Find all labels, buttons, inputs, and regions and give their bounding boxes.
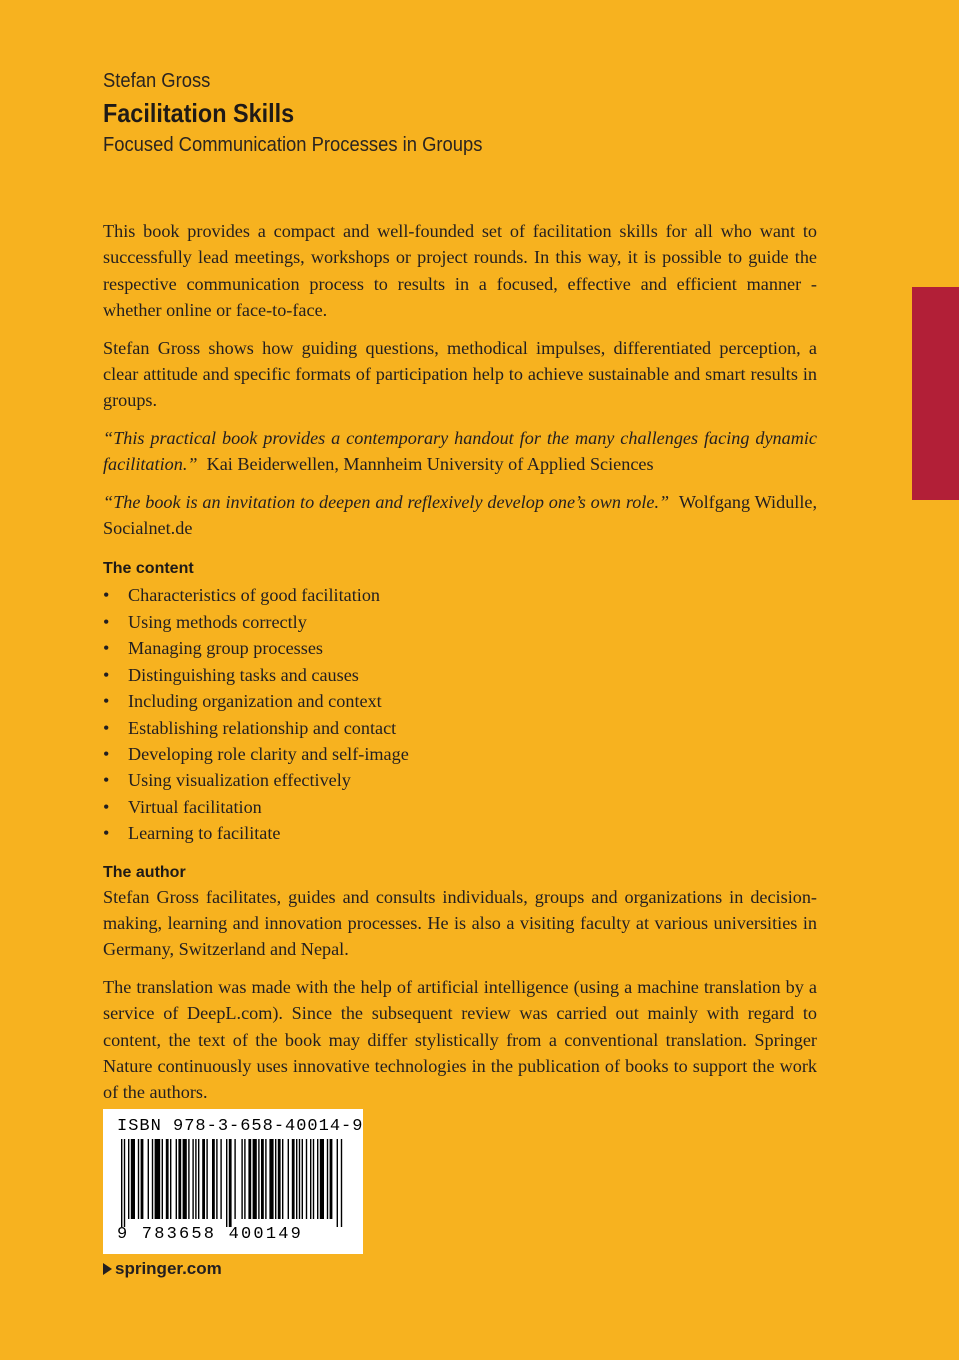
- bullet-icon: •: [103, 823, 110, 844]
- list-item: [103, 767, 817, 793]
- author-heading: The author: [103, 863, 186, 881]
- bullet-icon: •: [103, 611, 110, 632]
- barcode-digits: 9 783658 400149: [117, 1225, 304, 1244]
- bullet-icon: •: [103, 796, 110, 817]
- bullet-icon: •: [103, 664, 110, 685]
- list-item-label: Using visualization effectively: [128, 770, 351, 791]
- bullet-icon: •: [103, 743, 110, 764]
- list-item: [103, 794, 817, 820]
- bullet-icon: •: [103, 638, 110, 659]
- list-item: [103, 662, 817, 688]
- list-item: [103, 688, 817, 714]
- bullet-icon: •: [103, 691, 110, 712]
- list-item-label: Managing group processes: [128, 638, 323, 659]
- quote-text: “This practical book provides a contemporary handout for the many challenges facing dynamic facilitation.”: [103, 427, 817, 475]
- book-subtitle: Focused Communication Processes in Groups: [103, 134, 483, 156]
- list-item: [103, 635, 817, 661]
- cover-header: [103, 68, 823, 159]
- red-edge-tab: [912, 287, 959, 500]
- review-quote: [103, 425, 817, 478]
- isbn-label: ISBN 978-3-658-40014-9: [117, 1117, 364, 1136]
- author-name: Stefan Gross: [103, 70, 211, 92]
- list-item-label: Using methods correctly: [128, 611, 307, 632]
- arrow-right-icon: [103, 1263, 112, 1275]
- list-item-label: Characteristics of good facilitation: [128, 585, 381, 606]
- list-item: [103, 609, 817, 635]
- barcode-icon: [115, 1139, 347, 1227]
- publisher-url: springer.com: [115, 1259, 222, 1278]
- list-item: [103, 741, 817, 767]
- book-title: Facilitation Skills: [103, 98, 295, 128]
- author-bio: Stefan Gross facilitates, guides and consults individuals, groups and organizations in decision-making, learning and innovation processes. He is also a visiting faculty at various universities in Germany, Switzerland and Nepal.: [103, 886, 817, 960]
- list-item-label: Establishing relationship and contact: [128, 717, 397, 738]
- list-item: [103, 582, 817, 608]
- content-heading: The content: [103, 560, 194, 578]
- list-item-label: Distinguishing tasks and causes: [128, 664, 359, 685]
- isbn-barcode: [103, 1109, 363, 1254]
- list-item-label: Learning to facilitate: [128, 823, 281, 844]
- description-paragraph: Stefan Gross shows how guiding questions, methodical impulses, differentiated perception, a clear attitude and specific formats of participation help to achieve sustainable and smart results in groups.: [103, 337, 817, 411]
- description-paragraph: This book provides a compact and well-founded set of facilitation skills for all who want to successfully lead meetings, workshops or project rounds. In this way, it is possible to guide the respective communication process to results in a focused, effective and efficient manner - whether online or face-to-face.: [103, 221, 817, 321]
- quote-text: “The book is an invitation to deepen and reflexively develop one’s own role.”: [103, 491, 670, 512]
- bullet-icon: •: [103, 717, 110, 738]
- list-item: [103, 820, 817, 846]
- list-item-label: Developing role clarity and self-image: [128, 743, 409, 764]
- review-quote: [103, 489, 817, 542]
- translation-note: The translation was made with the help of artificial intelligence (using a machine translation by a service of DeepL.com). Since the subsequent review was carried out mainly with regard to content, the text of the book may differ stylistically from a conventional translation. Springer Nature continuously uses innovative technologies in the publication of books to support the work of the authors.: [103, 976, 817, 1103]
- quote-source: Kai Beiderwellen, Mannheim University of Applied Sciences: [206, 454, 654, 475]
- back-cover-text: [103, 218, 817, 1106]
- publisher-link[interactable]: [103, 1259, 222, 1279]
- content-list: [103, 582, 817, 846]
- bullet-icon: •: [103, 585, 110, 606]
- list-item-label: Virtual facilitation: [128, 796, 262, 817]
- bullet-icon: •: [103, 770, 110, 791]
- list-item-label: Including organization and context: [128, 691, 382, 712]
- quote-source: Wolfgang Widulle, Socialnet.de: [103, 491, 818, 539]
- list-item: [103, 715, 817, 741]
